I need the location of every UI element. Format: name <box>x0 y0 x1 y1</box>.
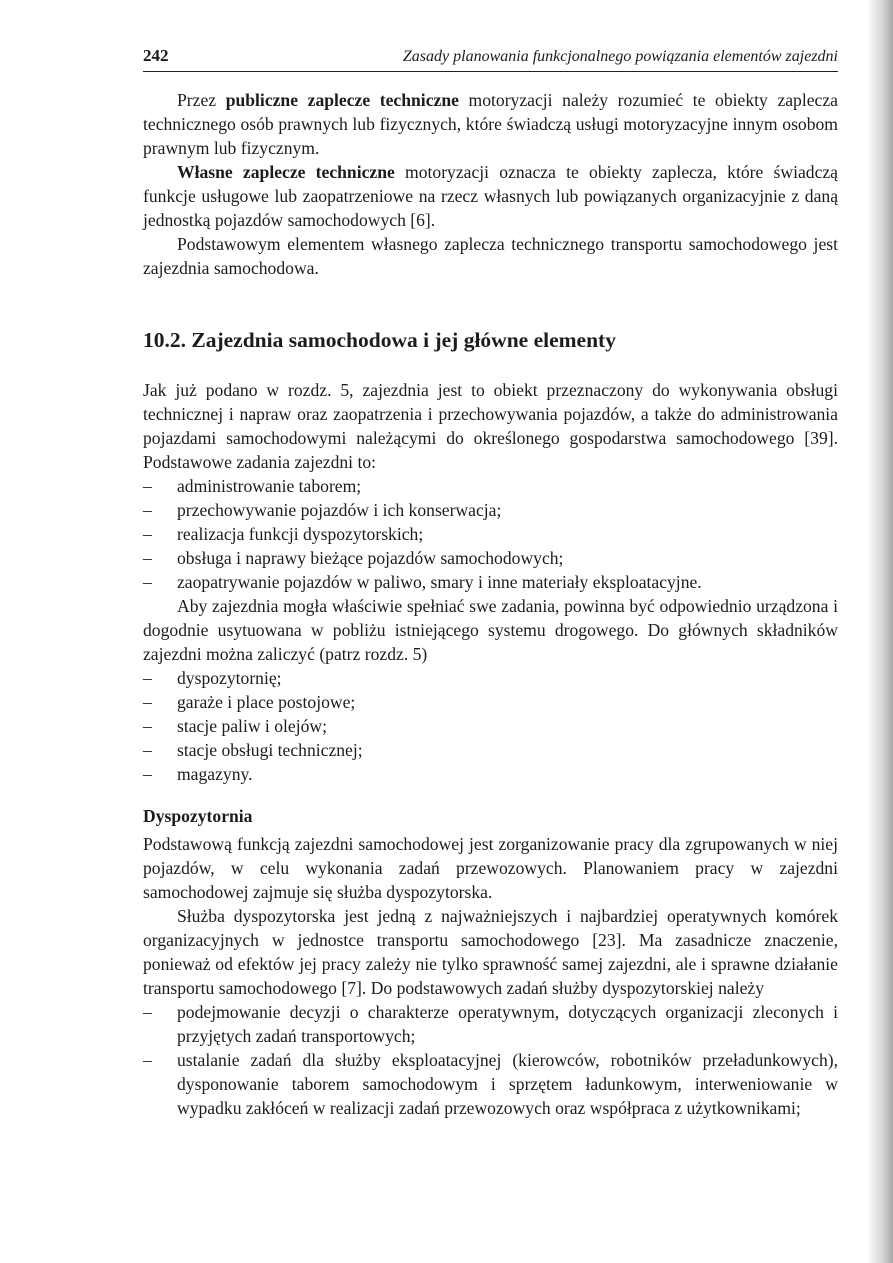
list-item <box>143 474 838 498</box>
dash-bullet: – <box>143 572 152 592</box>
list-item-text: stacje paliw i olejów; <box>177 716 327 736</box>
section-paragraph-1: Jak już podano w rozdz. 5, zajezdnia jest to obiekt przeznaczony do wykonywania obsługi technicznej i napraw oraz zaopatrzenia i przechowywania pojazdów, a także do administrowania pojazdami samochodowymi należącymi do określonego gospodarstwa samochodowego [39]. Podstawowe zadania zajezdni to: <box>143 380 838 472</box>
dash-bullet: – <box>143 764 152 784</box>
dash-bullet: – <box>143 692 152 712</box>
subsection-heading: Dyspozytornia <box>143 806 253 826</box>
dash-bullet: – <box>143 716 152 736</box>
text: motoryzacji należy rozumieć te obiekty zaplecza technicznego osób prawnych lub fizycznych, które świadczą usługi motoryzacyjne innym osobom prawnym lub fizycznym. <box>143 90 838 158</box>
dash-bullet: – <box>143 476 152 496</box>
list-item <box>143 570 838 594</box>
page-number: 242 <box>143 46 169 65</box>
list-item <box>143 714 838 738</box>
list-item-text: podejmowanie decyzji o charakterze operatywnym, dotyczących organizacji zleconych i przyjętych zadań transportowych; <box>177 1002 838 1046</box>
dispatch-paragraph-2: Służba dyspozytorska jest jedną z najważniejszych i najbardziej operatywnych komórek organizacyjnych w jednostce transportu samochodowego [23]. Ma zasadnicze znaczenie, ponieważ od efektów jej pracy zależy nie tylko sprawność samej zajezdni, ale i sprawne działanie transportu samochodowego [7]. Do podstawowych zadań służby dyspozytorskiej należy <box>143 906 838 998</box>
list-item <box>143 738 838 762</box>
list-item-text: przechowywanie pojazdów i ich konserwacja; <box>177 500 502 520</box>
section-paragraph-2: Aby zajezdnia mogła właściwie spełniać swe zadania, powinna być odpowiednio urządzona i dogodnie usytuowana w pobliżu istniejącego systemu drogowego. Do głównych składników zajezdni można zaliczyć (patrz rozdz. 5) <box>143 596 838 664</box>
list-item <box>143 498 838 522</box>
dash-bullet: – <box>143 500 152 520</box>
intro-paragraph-own <box>143 160 838 232</box>
dash-bullet: – <box>143 524 152 544</box>
term-own-facility: Własne zaplecze techniczne <box>177 162 395 182</box>
list-item <box>143 666 838 690</box>
list-item-text: administrowanie taborem; <box>177 476 362 496</box>
dash-bullet: – <box>143 740 152 760</box>
task-list <box>143 474 838 594</box>
list-item-text: dyspozytornię; <box>177 668 282 688</box>
book-page <box>143 44 838 1120</box>
dispatch-paragraph-1: Podstawową funkcją zajezdni samochodowej jest zorganizowanie pracy dla zgrupowanych w niej pojazdów, w celu wykonania zadań przewozowych. Planowaniem pracy w zajezdni samochodowej zajmuje się służba dyspozytorska. <box>143 834 838 902</box>
intro-paragraph-public <box>143 88 838 160</box>
list-item-text: obsługa i naprawy bieżące pojazdów samochodowych; <box>177 548 564 568</box>
running-header <box>143 44 838 72</box>
page-edge-shadow <box>867 0 893 1263</box>
list-item <box>143 690 838 714</box>
dash-bullet: – <box>143 1050 152 1070</box>
dash-bullet: – <box>143 668 152 688</box>
list-item <box>143 1048 838 1120</box>
list-item-text: magazyny. <box>177 764 253 784</box>
text: motoryzacji oznacza te obiekty zaplecza, które świadczą funkcje usługowe lub zaopatrzeniowe na rzecz własnych lub powiązanych organizacyjnie z daną jednostką pojazdów samochodowych [6]. <box>143 162 838 230</box>
list-item <box>143 522 838 546</box>
text: Przez <box>177 90 226 110</box>
list-item <box>143 546 838 570</box>
dash-bullet: – <box>143 548 152 568</box>
list-item-text: stacje obsługi technicznej; <box>177 740 363 760</box>
running-title: Zasady planowania funkcjonalnego powiązania elementów zajezdni <box>402 48 838 65</box>
list-item-text: zaopatrywanie pojazdów w paliwo, smary i inne materiały eksploatacyjne. <box>177 572 702 592</box>
component-list <box>143 666 838 786</box>
list-item-text: realizacja funkcji dyspozytorskich; <box>177 524 424 544</box>
list-item-text: garaże i place postojowe; <box>177 692 356 712</box>
intro-paragraph-depot: Podstawowym elementem własnego zaplecza technicznego transportu samochodowego jest zajezdnia samochodowa. <box>143 234 838 278</box>
list-item <box>143 762 838 786</box>
list-item-text: ustalanie zadań dla służby eksploatacyjnej (kierowców, robotników przeładunkowych), dysponowanie taborem samochodowym i sprzętem ładunkowym, interweniowanie w wypadku zakłóceń w realizacji zadań przewozowych oraz współpraca z użytkownikami; <box>177 1050 838 1118</box>
list-item <box>143 1000 838 1048</box>
section-heading: 10.2. Zajezdnia samochodowa i jej główne elementy <box>143 328 616 352</box>
term-public-facility: publiczne zaplecze techniczne <box>225 90 459 110</box>
duties-list <box>143 1000 838 1120</box>
dash-bullet: – <box>143 1002 152 1022</box>
